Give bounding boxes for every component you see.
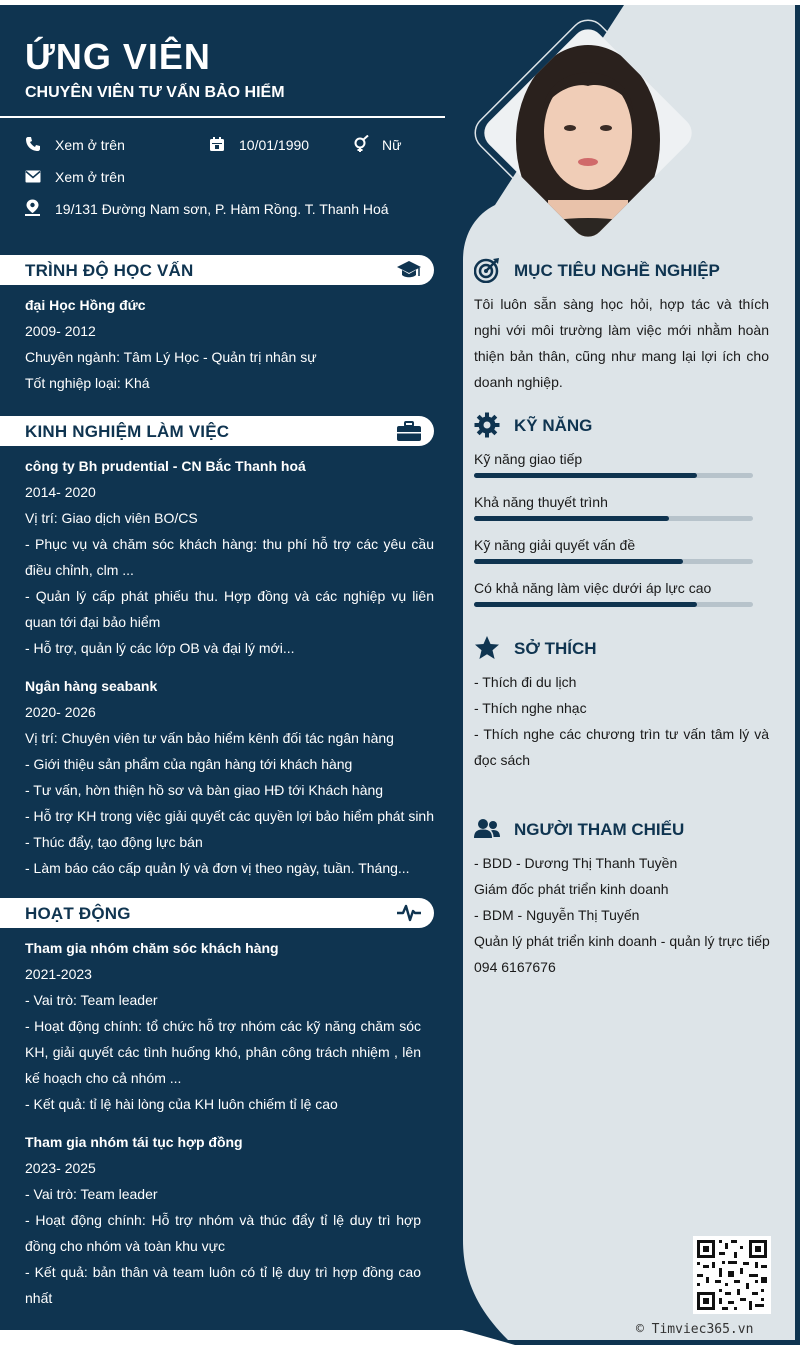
skill-bar-fill	[474, 473, 697, 478]
education-header	[0, 255, 434, 285]
activity-line: - Vai trò: Team leader	[25, 992, 158, 1008]
education-period: 2009- 2012	[25, 323, 96, 339]
hobbies-title: SỞ THÍCH	[514, 639, 597, 658]
education-title: TRÌNH ĐỘ HỌC VẤN	[25, 261, 194, 280]
star-icon	[474, 635, 500, 661]
footer-credit: © Timviec365.vn	[636, 1322, 754, 1337]
activities-header	[0, 898, 434, 928]
reference-line: Giám đốc phát triển kinh doanh	[474, 881, 669, 897]
activity-period: 2023- 2025	[25, 1160, 96, 1176]
job-line: - Hỗ trợ KH trong việc giải quyết các quyền lợi bảo hiểm phát sinh	[25, 808, 435, 824]
hobby-line: - Thích đi du lịch	[474, 674, 577, 690]
education-grade: Tốt nghiệp loại: Khá	[25, 375, 150, 391]
birthday-value: 10/01/1990	[239, 137, 310, 153]
address-value: 19/131 Đường Nam sơn, P. Hàm Rồng. T. Thanh Hoá	[55, 201, 389, 217]
job-title: CHUYÊN VIÊN TƯ VẤN BẢO HIỂM	[25, 84, 285, 101]
reference-line: - BDD - Dương Thị Thanh Tuyền	[474, 855, 678, 871]
briefcase-icon	[396, 420, 422, 442]
activities-body	[25, 935, 421, 1311]
skill-bar-fill	[474, 559, 683, 564]
candidate-name: ỨNG VIÊN	[25, 36, 211, 77]
reference-line: - BDM - Nguyễn Thị Tuyến	[474, 907, 640, 923]
skills-title: KỸ NĂNG	[514, 416, 593, 435]
job-entry	[25, 453, 434, 661]
reference-line: Quản lý phát triển kinh doanh - quản lý trực tiếp	[474, 933, 770, 949]
job-line: - Làm báo cáo cấp quản lý và đơn vị theo ngày, tuần. Tháng...	[25, 860, 410, 876]
skill-label: Kỹ năng giao tiếp	[474, 451, 583, 467]
hobby-line: - Thích nghe nhạc	[474, 700, 587, 716]
activity-line: - Hoạt động chính: Hỗ trợ nhóm và thúc đẩy tỉ lệ duy trì hợp đồng cho nhóm và toàn khu vực	[25, 1212, 421, 1254]
skill-bar	[474, 559, 753, 564]
references-title: NGƯỜI THAM CHIẾU	[514, 820, 685, 839]
reference-line: 094 6167676	[474, 959, 556, 975]
education-major: Chuyên ngành: Tâm Lý Học - Quản trị nhân sự	[25, 349, 317, 365]
skill-bar	[474, 516, 753, 521]
job-line: Vị trí: Giao dịch viên BO/CS	[25, 510, 198, 526]
users-icon	[474, 816, 500, 842]
activity-period: 2021-2023	[25, 966, 92, 982]
job-line: - Giới thiệu sản phẩm của ngân hàng tới khách hàng	[25, 756, 353, 772]
gender-icon	[352, 135, 370, 153]
activity-name: Tham gia nhóm chăm sóc khách hàng	[25, 940, 279, 956]
skill-label: Kỹ năng giải quyết vấn đề	[474, 537, 636, 553]
references-body	[474, 850, 784, 980]
activities-title: HOẠT ĐỘNG	[25, 904, 131, 923]
calendar-icon	[209, 136, 225, 152]
job-period: 2014- 2020	[25, 484, 96, 500]
skill-label: Có khả năng làm việc dưới áp lực cao	[474, 580, 712, 596]
gear-icon	[474, 412, 500, 438]
job-line: - Tư vấn, hờn thiện hồ sơ và bàn giao HĐ tới Khách hàng	[25, 782, 384, 798]
job-company: công ty Bh prudential - CN Bắc Thanh hoá	[25, 458, 306, 474]
hobby-line: - Thích nghe các chương trìn tư vấn tâm lý và đọc sách	[474, 726, 769, 768]
job-entry	[25, 673, 434, 881]
pulse-icon	[396, 902, 422, 924]
objective-text: Tôi luôn sẵn sàng học hỏi, hợp tác và thích nghi với môi trường làm việc mới nhằm hoàn thiện bản thân, cũng như mang lại lợi ích cho doanh nghiệp.	[474, 296, 769, 390]
job-line: - Phục vụ và chăm sóc khách hàng: thu phí hỗ trợ các yêu cầu điều chỉnh, clm ...	[25, 536, 434, 578]
activity-entry	[25, 1129, 421, 1311]
email-value: Xem ở trên	[55, 169, 125, 185]
experience-body	[25, 453, 434, 881]
school-name: đại Học Hồng đức	[25, 297, 146, 313]
activity-entry	[25, 935, 421, 1117]
activity-line: - Kết quả: tỉ lệ hài lòng của KH luôn chiếm tỉ lệ cao	[25, 1096, 338, 1112]
skill-label: Khả năng thuyết trình	[474, 494, 608, 510]
activity-line: - Hoạt động chính: tổ chức hỗ trợ nhóm các kỹ năng chăm sóc KH, giải quyết các tình huống khó, phân công trách nhiệm , lên kế hoạch cho cả nhóm ...	[25, 1018, 421, 1086]
phone-value: Xem ở trên	[55, 137, 125, 153]
skill-bar	[474, 473, 753, 478]
target-icon	[474, 257, 500, 283]
hobbies-body	[474, 669, 769, 773]
gender-value: Nữ	[382, 137, 402, 153]
graduation-cap-icon	[396, 259, 422, 281]
activity-name: Tham gia nhóm tái tục hợp đồng	[25, 1134, 243, 1150]
experience-title: KINH NGHIỆM LÀM VIỆC	[25, 422, 230, 441]
job-period: 2020- 2026	[25, 704, 96, 720]
location-icon	[25, 199, 40, 216]
job-company: Ngân hàng seabank	[25, 678, 158, 694]
experience-header	[0, 416, 434, 446]
objective-title: MỤC TIÊU NGHỀ NGHIỆP	[514, 261, 720, 280]
objective-text-block	[474, 291, 769, 395]
skill-bar	[474, 602, 753, 607]
job-line: - Quản lý cấp phát phiếu thu. Hợp đồng và các nghiệp vụ liên quan tới đại bảo hiểm	[25, 588, 434, 630]
job-line: Vị trí: Chuyên viên tư vấn bảo hiểm kênh đối tác ngân hàng	[25, 730, 394, 746]
job-line: - Hỗ trợ, quản lý các lớp OB và đại lý mới...	[25, 640, 295, 656]
phone-icon	[25, 136, 41, 152]
qr-code	[693, 1236, 771, 1314]
job-line: - Thúc đẩy, tạo động lực bán	[25, 834, 203, 850]
skill-bar-fill	[474, 602, 697, 607]
activity-line: - Vai trò: Team leader	[25, 1186, 158, 1202]
email-icon	[25, 170, 41, 183]
skill-bar-fill	[474, 516, 669, 521]
activity-line: - Kết quả: bản thân và team luôn có tỉ lệ duy trì hợp đồng cao nhất	[25, 1264, 421, 1306]
education-body	[25, 292, 434, 396]
